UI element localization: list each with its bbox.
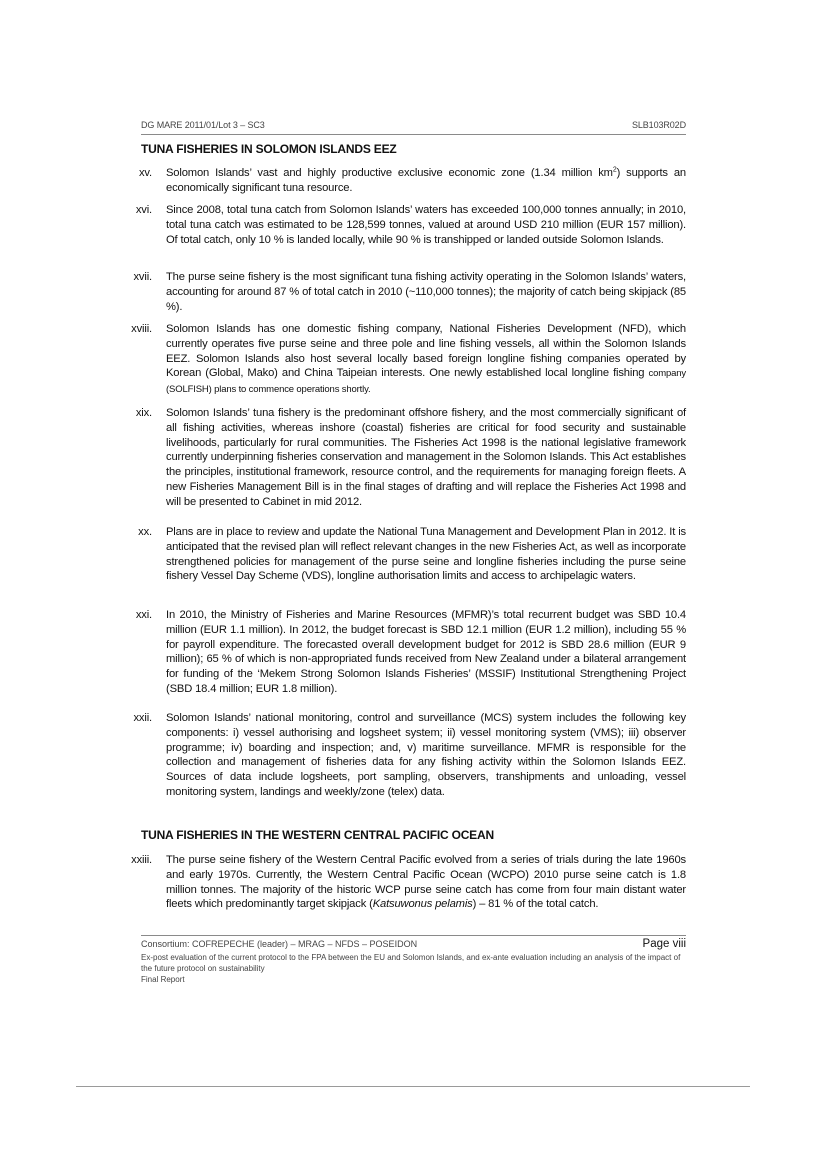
species-name-italic: Katsuwonus pelamis [372, 898, 473, 911]
paragraph-text: Solomon Islands’ tuna fishery is the predominant offshore fishery, and the most commercially significant of all fishing activities, whereas inshore (coastal) fisheries are critical for food security and sustainable livelihoods, particularly for rural communities. The Fisheries Act 1998 is the national legislative framework currently underpinning fisheries conservation and management in the Solomon Islands. This Act establishes the principles, institutional framework, resource control, and the requirements for managing foreign fleets. A new Fisheries Management Bill is in the final stages of drafting and will replace the Fisheries Act 1998 and will be presented to Cabinet in mid 2012. [166, 407, 686, 508]
paragraph-number: xxii. [133, 712, 152, 724]
page-header [141, 118, 686, 135]
header-project-reference: DG MARE 2011/01/Lot 3 – SC3 [141, 120, 265, 130]
bottom-divider [76, 1086, 750, 1087]
paragraph-text: Solomon Islands’ vast and highly productive exclusive economic zone (1.34 million $km^2$) supports an economically significant tuna resource. [166, 166, 686, 194]
paragraph-number: xix. [135, 407, 152, 419]
paragraph-text: The purse seine fishery is the most significant tuna fishing activity operating in the Solomon Islands’ waters, accounting for around 87 % of total catch in 2010 (~110,000 tonnes); the majority of catch being skipjack (85 %). [166, 271, 686, 313]
paragraph-xx [90, 525, 686, 584]
paragraph-number: xxiii. [131, 854, 152, 866]
page-number: Page viii [642, 938, 686, 950]
footer-description: Ex-post evaluation of the current protocol to the FPA between the EU and Solomon Islands, and ex-ante evaluation including an analysis of the impact of the future protocol on sustainability [141, 953, 681, 973]
paragraph-xxii [90, 711, 686, 800]
section-heading-solomon-eez: TUNA FISHERIES IN SOLOMON ISLANDS EEZ [141, 142, 397, 156]
paragraph-text: Plans are in place to review and update the National Tuna Management and Development Plan in 2012. It is anticipated that the revised plan will reflect relevant changes in the new Fisheries Act, as well as incorporate strengthened policies for management of the purse seine and longline fisheries including the purse seine fishery Vessel Day Scheme (VDS), longline authorisation limits and access to archipelagic waters. [166, 526, 686, 583]
paragraph-number: xv. [138, 167, 152, 179]
paragraph-number: xvii. [133, 271, 152, 283]
paragraph-number: xvi. [135, 204, 152, 216]
paragraph-text-small: company (SOLFISH) plans to commence operations shortly. [166, 368, 686, 396]
paragraph-text: Solomon Islands has one domestic fishing company, National Fisheries Development (NFD), which currently operates five purse seine and three pole and line fishing vessels, all within the Solomon Islands EEZ. Solomon Islands also host several locally based foreign longline fishing companies operated by Korean (Global, Mako) and China Taipeian interests. One newly established local longline fishing company (SOLFISH) plans to commence operations shortly. [166, 323, 686, 396]
paragraph-text: Since 2008, total tuna catch from Solomon Islands’ waters has exceeded 100,000 tonnes annually; in 2010, total tuna catch was estimated to be 128,599 tonnes, valued at around USD 210 million (EUR 157 million). Of total catch, only 10 % is landed locally, while 90 % is transhipped or landed outside Solomon Islands. [166, 204, 686, 246]
paragraph-number: xxi. [135, 609, 152, 621]
section-heading-wcpo: TUNA FISHERIES IN THE WESTERN CENTRAL PACIFIC OCEAN [141, 828, 494, 842]
paragraph-xviii [90, 322, 686, 398]
paragraph-text: The purse seine fishery of the Western Central Pacific evolved from a series of trials during the late 1960s and early 1970s. Currently, the Western Central Pacific Ocean (WCPO) 2010 purse seine catch is 1.8 million tonnes. The majority of the historic WCP purse seine catch has come from four main distant water fleets which predominantly target skipjack (Katsuwonus pelamis) – 81 % of the total catch. [166, 854, 686, 911]
paragraph-xvi [90, 203, 686, 247]
paragraph-xvii [90, 270, 686, 314]
footer-report-type: Final Report [141, 975, 185, 984]
superscript: 2 [612, 166, 617, 174]
footer-consortium: Consortium: COFREPECHE (leader) – MRAG – NFDS – POSEIDON [141, 939, 418, 949]
paragraph-text: In 2010, the Ministry of Fisheries and Marine Resources (MFMR)’s total recurrent budget was SBD 10.4 million (EUR 1.1 million). In 2012, the budget forecast is SBD 12.1 million (EUR 1.2 million), including 55 % for payroll expenditure. The forecasted overall development budget for 2012 is SBD 28.6 million (EUR 9 million); 65 % of which is non-appropriated funds received from New Zealand under a bilateral arrangement for funding of the ‘Mekem Strong Solomon Islands Fisheries’ (MSSIF) Institutional Strengthening Project (SBD 18.4 million; EUR 1.8 million). [166, 609, 686, 695]
paragraph-xv [90, 166, 686, 196]
page-footer [141, 935, 686, 985]
paragraph-xxiii [90, 853, 686, 912]
paragraph-text: Solomon Islands’ national monitoring, control and surveillance (MCS) system includes the following key components: i) vessel authorising and logsheet system; ii) vessel monitoring system (VMS); iii) observer programme; iv) boarding and inspection; and, v) maritime surveillance. MFMR is responsible for the collection and management of fisheries data for any fishing activity within the Solomon Islands EEZ. Sources of data include logsheets, port sampling, observers, transhipments and unloading, vessel monitoring system, landings and weekly/zone (telex) data. [166, 712, 686, 798]
footer-consortium-line [141, 939, 686, 953]
header-document-code: SLB103R02D [631, 120, 686, 130]
paragraph-number: xx. [138, 526, 152, 538]
paragraph-xix [90, 406, 686, 510]
paragraph-number: xviii. [131, 323, 152, 335]
paragraph-xxi [90, 608, 686, 697]
